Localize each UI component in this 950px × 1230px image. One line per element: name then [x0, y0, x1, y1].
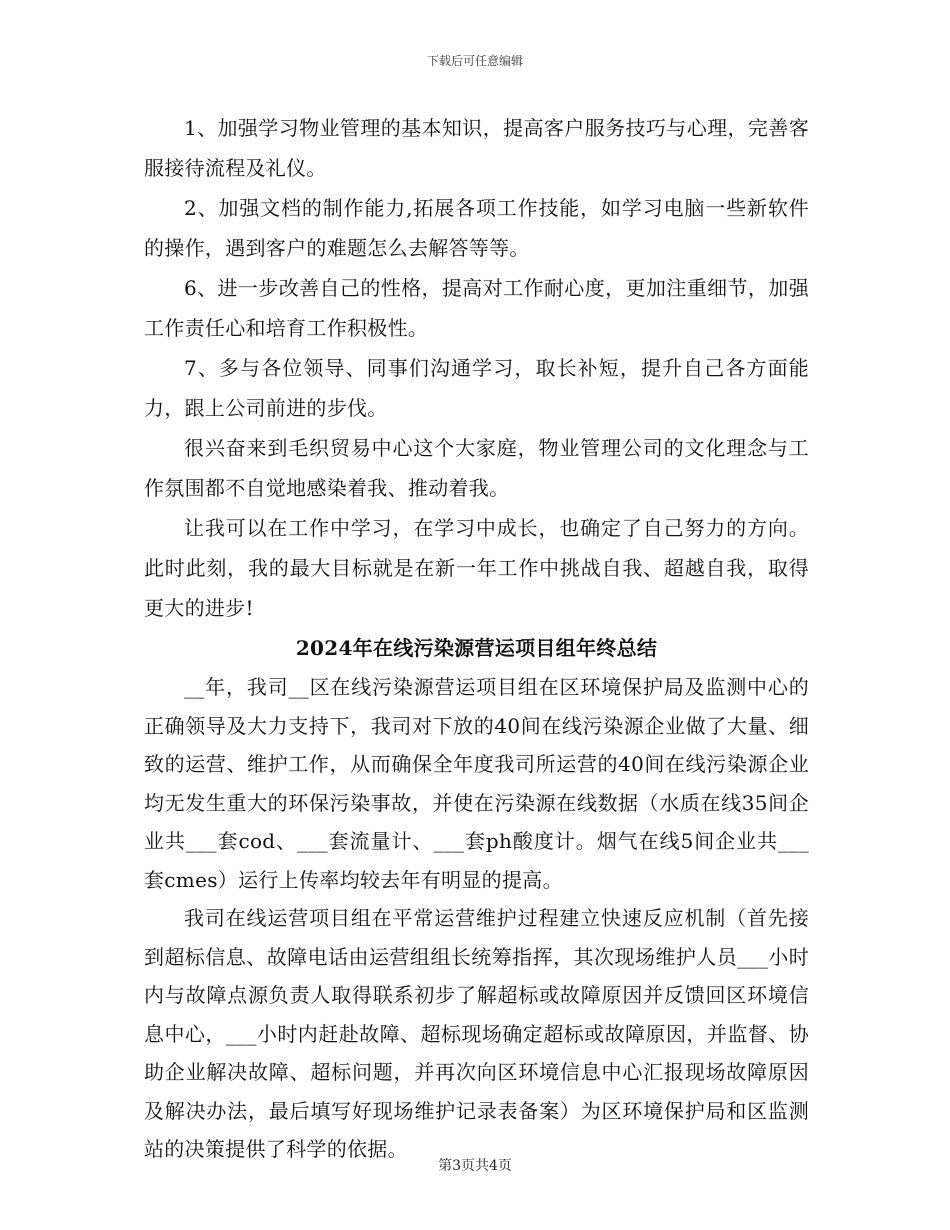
- page-number: 第3页共4页: [438, 1158, 512, 1174]
- paragraph-item-1: 1、加强学习物业管理的基本知识，提高客户服务技巧与心理，完善客服接待流程及礼仪。: [144, 116, 809, 180]
- paragraph-item-6: 6、进一步改善自己的性格，提高对工作耐心度，更加注重细节，加强工作责任心和培育工作积极性。: [144, 276, 809, 340]
- document-body: [144, 108, 809, 1169]
- section-title: 2024年在线污染源营运项目组年终总结: [295, 636, 658, 660]
- paragraph-reflection: 很兴奋来到毛织贸易中心这个大家庭，物业管理公司的文化理念与工作氛围都不自觉地感染着我、推动着我。: [144, 436, 809, 500]
- header-note: 下载后可任意编辑: [426, 54, 523, 68]
- paragraph-summary-intro: __年，我司__区在线污染源营运项目组在区环境保护局及监测中心的正确领导及大力支持下，我司对下放的40间在线污染源企业做了大量、细致的运营、维护工作，从而确保全年度我司所运营的40间在线污染源企业均无发生重大的环保污染事故，并使在污染源在线数据（水质在线35间企业共___套cod、___套流量计、___套ph酸度计。烟气在线5间企业共___套cmes）运行上传率均较去年有明显的提高。: [144, 675, 809, 892]
- paragraph-response-mechanism: 我司在线运营项目组在平常运营维护过程建立快速反应机制（首先接到超标信息、故障电话由运营组组长统筹指挥，其次现场维护人员___小时内与故障点源负责人取得联系初步了解超标或故障原因并反馈回区环境信息中心，___小时内赶赴故障、超标现场确定超标或故障原因，并监督、协助企业解决故障、超标问题，并再次向区环境信息中心汇报现场故障原因及解决办法，最后填写好现场维护记录表备案）为区环境保护局和区监测站的决策提供了科学的依据。: [144, 906, 809, 1161]
- page-header: [0, 53, 950, 69]
- paragraph-item-7: 7、多与各位领导、同事们沟通学习，取长补短，提升自己各方面能力，跟上公司前进的步伐。: [144, 356, 809, 420]
- paragraph-item-2: 2、加强文档的制作能力,拓展各项工作技能，如学习电脑一些新软件的操作，遇到客户的难题怎么去解答等等。: [144, 196, 809, 260]
- paragraph-goal: 让我可以在工作中学习，在学习中成长，也确定了自己努力的方向。此时此刻，我的最大目标就是在新一年工作中挑战自我、超越自我，取得更大的进步!: [144, 516, 809, 620]
- page-footer: [0, 1157, 950, 1175]
